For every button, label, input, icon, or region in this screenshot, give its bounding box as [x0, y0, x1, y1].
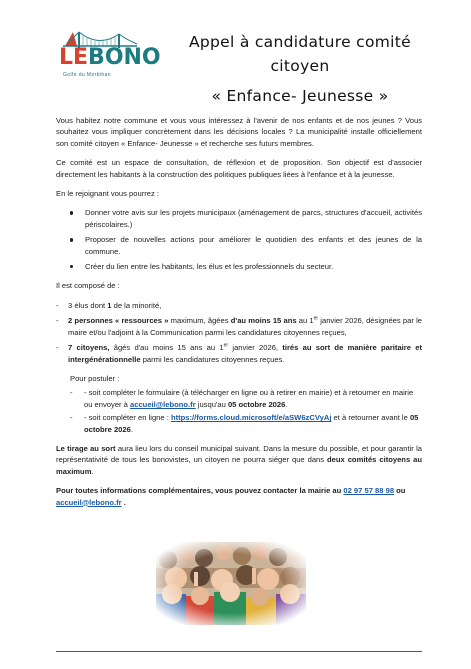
email-link[interactable]: accueil@lebono.fr: [130, 399, 196, 409]
text-run: .: [121, 497, 126, 507]
deadline-date: 05 octobre 2026: [227, 399, 286, 409]
logo-bono: BONO: [88, 45, 161, 70]
joining-intro: En le rejoignant vous pourrez :: [56, 189, 159, 199]
title-line-3: « Enfance- Jeunesse »: [211, 87, 389, 105]
text-run: tirés au sort de manière paritaire et intergénérationnelle: [68, 343, 422, 364]
photo-illustration: [156, 542, 306, 625]
draw-paragraph: [56, 443, 422, 477]
text-run: 1: [107, 300, 112, 310]
email-link[interactable]: accueil@lebono.fr: [56, 497, 122, 507]
footer-divider: [56, 651, 422, 652]
apply-section: [70, 373, 422, 384]
text-run: et à retourner avant le: [331, 413, 410, 423]
list-item: [56, 387, 422, 410]
text-run: de la minorité,: [111, 300, 162, 310]
text-run: au 1: [296, 316, 314, 326]
text-run: janvier 2026,: [228, 343, 283, 353]
text-run: 3 élus dont: [68, 300, 108, 310]
page-title: [150, 30, 450, 108]
deadline-date: 05 octobre 2026: [84, 413, 419, 434]
text-run: janvier 2026, désignées par le maire et/ou l'adjoint à la Communication parmi les candidatures citoyennes reçues,: [68, 316, 422, 337]
list-item: [56, 342, 422, 365]
text-run: er: [223, 342, 229, 349]
list-item: [56, 300, 422, 311]
text-run: d'au moins 15 ans: [230, 316, 297, 326]
text-run: deux comités citoyens au maximum: [56, 455, 422, 476]
text-run: - soit compléter le formulaire (à télécharger en ligne ou à retirer en mairie) et à retourner en mairie ou envoyer à: [84, 388, 414, 409]
joining-list: [56, 207, 422, 272]
apply-intro: Pour postuler :: [70, 373, 120, 383]
text-run: ou: [394, 486, 406, 496]
composition-intro: Il est composé de :: [56, 281, 120, 291]
logo-le: LE: [59, 45, 89, 70]
logo-wordmark: [59, 46, 161, 70]
logo-subtitle: Golfe du Morbihan: [63, 72, 111, 78]
text-run: âgés d'au moins 15 ans au 1: [109, 343, 224, 353]
list-item: [56, 315, 422, 338]
text-run: Le tirage au sort: [56, 443, 116, 453]
text-run: Pour toutes informations complémentaires, vous pouvez contacter la mairie au: [56, 486, 344, 496]
list-item: [56, 412, 422, 435]
text-run: aura lieu lors du conseil municipal suivant. Dans la mesure du possible, et pour garantir la représentativité de tous les bonovistes, un citoyen ne pourra siéger que dans: [56, 443, 422, 465]
composition-list: [56, 300, 422, 365]
title-line-1: Appel à candidature comité: [188, 33, 412, 51]
apply-list: [56, 387, 422, 435]
form-link[interactable]: https://forms.cloud.microsoft/e/aSW6zCVyAj: [170, 413, 332, 423]
children-crowd-photo: [156, 542, 306, 625]
contact-paragraph: [56, 485, 422, 508]
text-run: 2 personnes « ressources »: [68, 316, 169, 326]
text-run: er: [313, 315, 319, 322]
title-line-2: citoyen: [270, 57, 330, 75]
list-item: Proposer de nouvelles actions pour améliorer le quotidien des enfants et des jeunes de la commune.: [56, 234, 422, 257]
purpose-paragraph: Ce comité est un espace de consultation, de réflexion et de proposition. Son objectif est d'associer directement les habitants à la construction des politiques publiques liées à l'enfance et à la jeunesse.: [56, 158, 422, 179]
text-run: maximum, âgées: [168, 316, 231, 326]
text-run: parmi les candidatures citoyennes reçues.: [140, 354, 285, 364]
text-run: .: [285, 399, 288, 409]
phone-link[interactable]: 02 97 57 88 98: [343, 486, 395, 496]
text-run: 7 citoyens,: [68, 343, 110, 353]
list-item: Donner votre avis sur les projets municipaux (aménagement de parcs, structures d'accueil, activités périscolaires.): [56, 207, 422, 230]
municipality-logo: [57, 30, 161, 82]
list-item: Créer du lien entre les habitants, les élus et les professionnels du secteur.: [56, 261, 422, 272]
text-run: - soit compléter en ligne :: [84, 413, 171, 423]
text-run: jusqu'au: [195, 399, 228, 409]
intro-paragraph: Vous habitez notre commune et vous vous intéressez à l'avenir de nos enfants et de nos jeunes ? Vous souhaitez vous impliquer concrètement dans les décisions locales ? La municipalité installe officiellement son comité citoyen « Enfance- Jeunesse » et recherche ses futurs membres.: [56, 116, 422, 148]
document-body: [56, 115, 422, 516]
text-run: .: [91, 466, 94, 476]
text-run: .: [130, 424, 133, 434]
